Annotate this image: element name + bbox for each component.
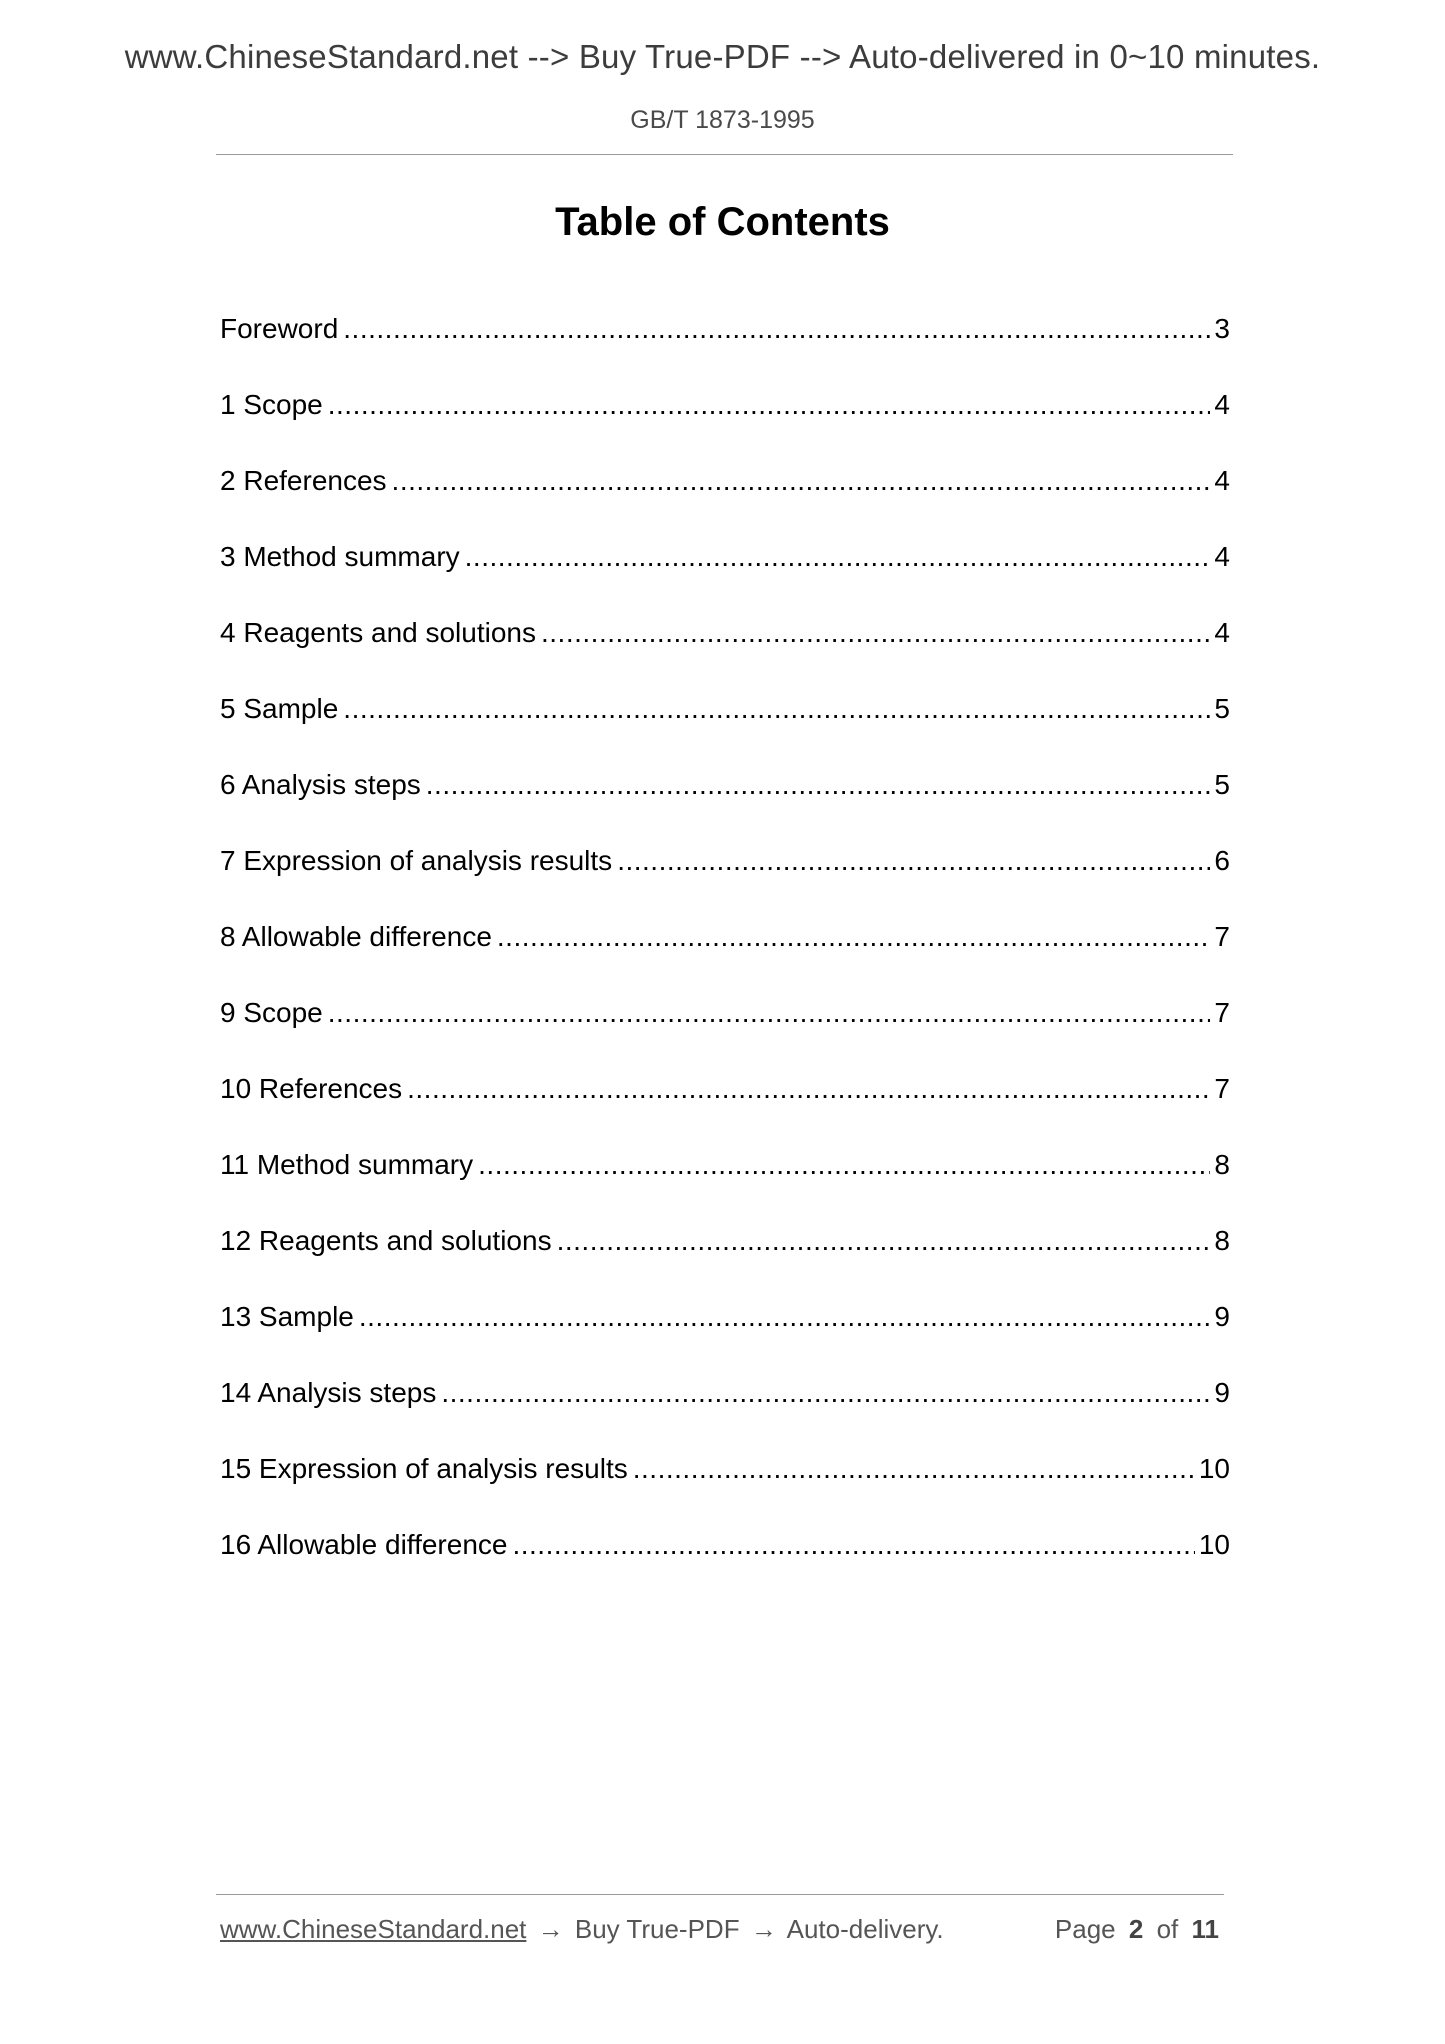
- toc-list: [220, 313, 1230, 1605]
- toc-entry-page: 7: [1214, 1073, 1230, 1104]
- toc-leader-dots: [426, 769, 1211, 801]
- toc-entry-9[interactable]: [220, 997, 1230, 1073]
- toc-leader-dots: [328, 997, 1211, 1029]
- toc-entry-5[interactable]: [220, 693, 1230, 769]
- toc-leader-dots: [343, 693, 1210, 725]
- toc-entry-page: 7: [1214, 997, 1230, 1028]
- toc-entry-2[interactable]: [220, 465, 1230, 541]
- toc-entry-14[interactable]: [220, 1377, 1230, 1453]
- toc-entry-page: 9: [1214, 1377, 1230, 1408]
- toc-entry-page: 4: [1214, 465, 1230, 496]
- toc-entry-label: 2 References: [220, 465, 387, 496]
- toc-entry-label: 11 Method summary: [220, 1149, 474, 1180]
- toc-entry-page: 10: [1198, 1529, 1230, 1560]
- toc-entry-page: 8: [1214, 1225, 1230, 1256]
- toc-entry-label: 15 Expression of analysis results: [220, 1453, 628, 1484]
- toc-leader-dots: [392, 465, 1211, 497]
- toc-entry-page: 7: [1214, 921, 1230, 952]
- toc-entry-label: 8 Allowable difference: [220, 921, 492, 952]
- toc-leader-dots: [633, 1453, 1195, 1485]
- toc-leader-dots: [407, 1073, 1210, 1105]
- arrow-right-icon: →: [750, 1914, 777, 1944]
- toc-entry-label: 6 Analysis steps: [220, 769, 421, 800]
- toc-entry-page: 5: [1214, 769, 1230, 800]
- toc-leader-dots: [328, 389, 1211, 421]
- toc-entry-4[interactable]: [220, 617, 1230, 693]
- arrow-right-icon: →: [537, 1914, 564, 1944]
- toc-entry-label: 7 Expression of analysis results: [220, 845, 613, 876]
- toc-entry-label: 9 Scope: [220, 997, 323, 1028]
- toc-leader-dots: [497, 921, 1211, 953]
- toc-leader-dots: [343, 313, 1210, 345]
- toc-leader-dots: [512, 1529, 1194, 1561]
- toc-leader-dots: [359, 1301, 1211, 1333]
- toc-leader-dots: [541, 617, 1210, 649]
- page-current: 2: [1128, 1914, 1144, 1944]
- toc-entry-page: 8: [1214, 1149, 1230, 1180]
- toc-entry-page: 10: [1198, 1453, 1230, 1484]
- toc-entry-label: 1 Scope: [220, 389, 323, 420]
- toc-title: Table of Contents: [555, 200, 890, 244]
- toc-entry-label: 10 References: [220, 1073, 403, 1104]
- toc-entry-label: 4 Reagents and solutions: [220, 617, 536, 648]
- toc-leader-dots: [557, 1225, 1211, 1257]
- footer-buy-text: Buy True-PDF: [574, 1914, 740, 1944]
- toc-entry-1[interactable]: [220, 389, 1230, 465]
- toc-entry-12[interactable]: [220, 1225, 1230, 1301]
- toc-entry-15[interactable]: [220, 1453, 1230, 1529]
- toc-leader-dots: [465, 541, 1211, 573]
- toc-entry-foreword[interactable]: [220, 313, 1230, 389]
- toc-entry-7[interactable]: [220, 845, 1230, 921]
- toc-entry-6[interactable]: [220, 769, 1230, 845]
- of-word: of: [1156, 1914, 1179, 1944]
- header-divider: [216, 154, 1233, 155]
- toc-entry-page: 4: [1214, 389, 1230, 420]
- toc-entry-label: 16 Allowable difference: [220, 1529, 508, 1560]
- toc-entry-label: Foreword: [220, 313, 339, 344]
- footer-site-link[interactable]: www.ChineseStandard.net: [220, 1914, 527, 1944]
- toc-entry-label: 12 Reagents and solutions: [220, 1225, 552, 1256]
- toc-entry-label: 14 Analysis steps: [220, 1377, 437, 1408]
- toc-entry-page: 5: [1214, 693, 1230, 724]
- page-footer: [220, 1914, 1225, 1945]
- toc-leader-dots: [617, 845, 1210, 877]
- toc-entry-11[interactable]: [220, 1149, 1230, 1225]
- toc-leader-dots: [441, 1377, 1210, 1409]
- toc-entry-8[interactable]: [220, 921, 1230, 997]
- document-code: GB/T 1873-1995: [630, 106, 815, 134]
- toc-entry-16[interactable]: [220, 1529, 1230, 1605]
- toc-entry-page: 6: [1214, 845, 1230, 876]
- top-banner: www.ChineseStandard.net --> Buy True-PDF --> Auto-delivered in 0~10 minutes.: [124, 38, 1321, 75]
- toc-entry-label: 13 Sample: [220, 1301, 354, 1332]
- toc-entry-page: 4: [1214, 541, 1230, 572]
- toc-entry-label: 3 Method summary: [220, 541, 460, 572]
- page-total: 11: [1191, 1914, 1219, 1944]
- page-indicator: [1055, 1914, 1225, 1945]
- toc-entry-page: 3: [1214, 313, 1230, 344]
- toc-leader-dots: [478, 1149, 1210, 1181]
- toc-entry-10[interactable]: [220, 1073, 1230, 1149]
- page-word: Page: [1054, 1914, 1116, 1944]
- toc-entry-page: 9: [1214, 1301, 1230, 1332]
- toc-entry-page: 4: [1214, 617, 1230, 648]
- footer-delivery-text: Auto-delivery.: [786, 1914, 944, 1944]
- footer-divider: [216, 1894, 1224, 1895]
- toc-entry-3[interactable]: [220, 541, 1230, 617]
- toc-entry-13[interactable]: [220, 1301, 1230, 1377]
- toc-entry-label: 5 Sample: [220, 693, 339, 724]
